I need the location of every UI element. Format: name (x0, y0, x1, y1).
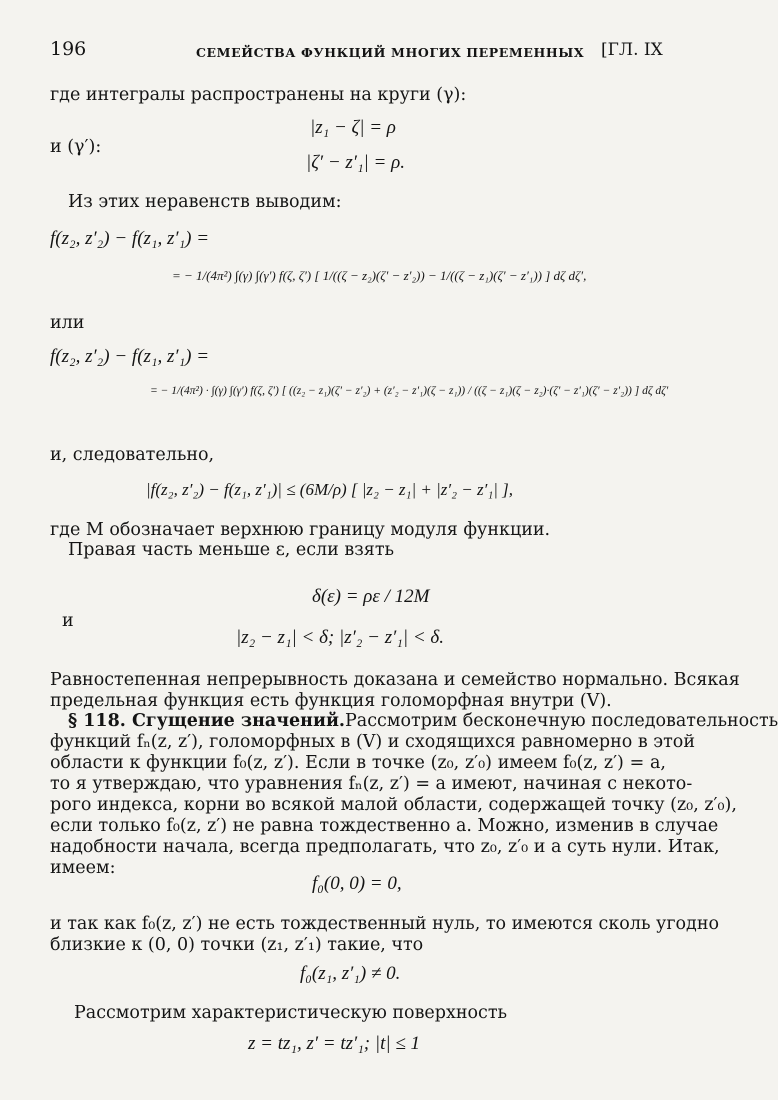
paragraph-line: предельная функция есть функция голоморфная внутри (V). (50, 691, 612, 711)
equation: |ζ′ − z′₁| = ρ. (306, 152, 405, 173)
paragraph-line: Равностепенная непрерывность доказана и семейство нормально. Всякая (50, 670, 740, 690)
running-title: СЕМЕЙСТВА ФУНКЦИЙ МНОГИХ ПЕРЕМЕННЫХ (196, 45, 585, 60)
paragraph-line: то я утверждаю, что уравнения fₙ(z, z′) = a имеют, начиная с некото- (50, 774, 693, 794)
equation: δ(ε) = ρε / 12M (312, 586, 430, 607)
paragraph-line: надобности начала, всегда предполагать, что z₀, z′₀ и a суть нули. Итак, (50, 837, 720, 857)
text-line: и (γ′): (50, 137, 102, 157)
equation: f₀(z₁, z′₁) ≠ 0. (300, 963, 401, 984)
paragraph-line: функций fₙ(z, z′), голоморфных в (V) и сходящихся равномерно в этой (50, 732, 695, 752)
paragraph-line: области к функции f₀(z, z′). Если в точке (z₀, z′₀) имеем f₀(z, z′) = a, (50, 753, 666, 773)
text-line: Из этих неравенств выводим: (68, 192, 342, 212)
chapter-label: [ГЛ. IX (601, 40, 663, 60)
text-line: и (62, 611, 74, 631)
paragraph-line: если только f₀(z, z′) не равна тождественно a. Можно, изменив в случае (50, 816, 719, 836)
text-line: и, следовательно, (50, 445, 215, 465)
text-line: где M обозначает верхнюю границу модуля функции. (50, 520, 551, 540)
equation: z = tz₁, z′ = tz′₁; |t| ≤ 1 (248, 1033, 421, 1054)
equation: f(z₂, z′₂) − f(z₁, z′₁) = (50, 228, 210, 249)
text-line: или (50, 313, 85, 333)
paragraph-line: Рассмотрим бесконечную последовательность (345, 711, 778, 731)
equation: |f(z₂, z′₂) − f(z₁, z′₁)| ≤ (6M/ρ) [ |z₂ − z₁| + |z′₂ − z′₁| ], (146, 480, 514, 499)
equation: f₀(0, 0) = 0, (312, 873, 402, 894)
section-first-line (68, 711, 778, 731)
equation: |z₁ − ζ| = ρ (310, 117, 396, 138)
equation: |z₂ − z₁| < δ; |z′₂ − z′₁| < δ. (236, 627, 444, 648)
paragraph-line: имеем: (50, 858, 116, 878)
page-number: 196 (50, 38, 87, 60)
paragraph-line: и так как f₀(z, z′) не есть тождественный нуль, то имеются сколь угодно (50, 914, 720, 934)
text-line: где интегралы распространены на круги (γ): (50, 85, 467, 105)
equation: = − 1/(4π²) · ∫(γ) ∫(γ′) f(ζ, ζ′) [ ((z₂ − z₁)(ζ′ − z′₂) + (z′₂ − z′₁)(ζ − z₁)) / ((ζ − z₁)(ζ − z₂)·(ζ′ − z′₁)(ζ′ − z′₂)) ] dζ dζ′ (150, 385, 669, 397)
text-line: Правая часть меньше ε, если взять (68, 540, 395, 560)
paragraph-line: близкие к (0, 0) точки (z₁, z′₁) такие, что (50, 935, 424, 955)
equation: = − 1/(4π²) ∫(γ) ∫(γ′) f(ζ, ζ′) [ 1/((ζ − z₂)(ζ′ − z′₂)) − 1/((ζ − z₁)(ζ′ − z′₁)) ] dζ dζ′, (172, 268, 587, 283)
text-line: Рассмотрим характеристическую поверхность (74, 1003, 508, 1023)
equation: f(z₂, z′₂) − f(z₁, z′₁) = (50, 346, 210, 367)
section-heading: § 118. Сгущение значений. (68, 711, 346, 731)
paragraph-line: рого индекса, корни во всякой малой области, содержащей точку (z₀, z′₀), (50, 795, 737, 815)
